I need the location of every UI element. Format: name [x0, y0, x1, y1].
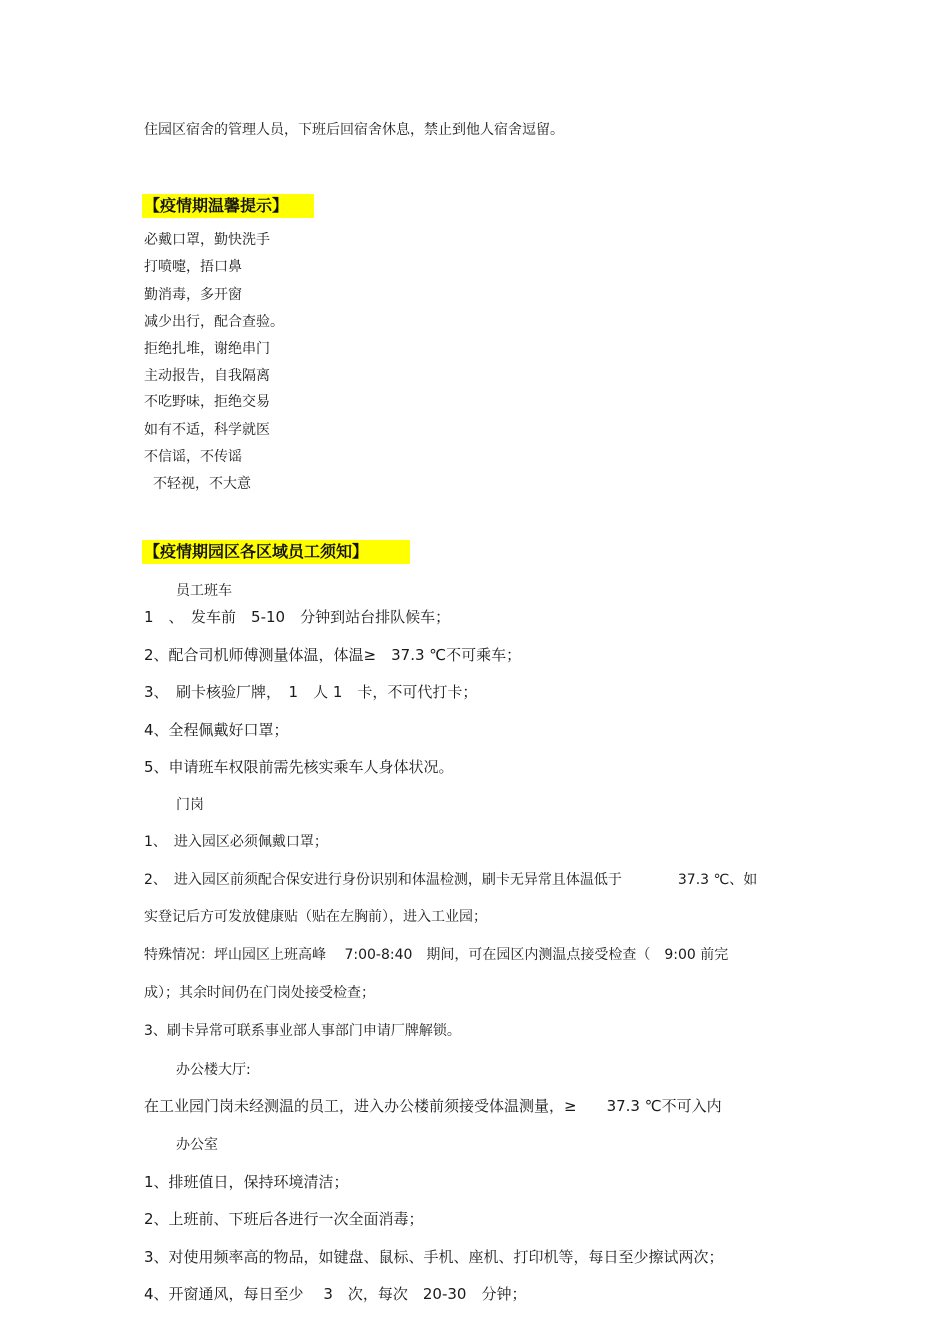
tips-item: 减少出行，配合查验。: [144, 314, 284, 330]
shuttle-item: 4、全程佩戴好口罩；: [144, 721, 289, 739]
shuttle-item: 3、 刷卡核验厂牌， 1 人 1 卡，不可代打卡；: [144, 683, 478, 701]
lobby-title: 办公楼大厅:: [176, 1062, 251, 1078]
gate-item: 1、 进入园区必须佩戴口罩；: [144, 834, 328, 850]
gate-item: 3、刷卡异常可联系事业部人事部门申请厂牌解锁。: [144, 1023, 461, 1039]
tips-item: 不轻视，不大意: [153, 476, 251, 492]
tips-item: 勤消毒，多开窗: [144, 287, 242, 303]
tips-item: 主动报告，自我隔离: [144, 368, 270, 384]
shuttle-item: 2、配合司机师傅测量体温，体温≥ 37.3 ℃不可乘车；: [144, 646, 522, 664]
tips-item: 不吃野味，拒绝交易: [144, 394, 270, 410]
shuttle-item: 1 、 发车前 5-10 分钟到站台排队候车；: [144, 608, 451, 626]
gate-item: 2、 进入园区前须配合保安进行身份识别和体温检测，刷卡无异常且体温低于 37.3 ℃、如: [144, 872, 758, 888]
shuttle-title: 员工班车: [176, 583, 232, 599]
gate-title: 门岗: [176, 797, 204, 813]
office-item: 3、对使用频率高的物品，如键盘、鼠标、手机、座机、打印机等，每日至少擦试两次；: [144, 1248, 724, 1266]
lobby-text: 在工业园门岗未经测温的员工，进入办公楼前须接受体温测量，≥ 37.3 ℃不可入内: [144, 1097, 722, 1115]
gate-item: 特殊情况：坪山园区上班高峰 7:00-8:40 期间，可在园区内测温点接受检查（ 9:00 前完: [144, 947, 729, 963]
notice-heading: 【疫情期园区各区域员工须知】: [142, 540, 410, 564]
intro-text: 住园区宿舍的管理人员，下班后回宿舍休息，禁止到他人宿舍逗留。: [144, 122, 564, 138]
office-item: 2、上班前、下班后各进行一次全面消毒；: [144, 1210, 424, 1228]
tips-item: 拒绝扎堆，谢绝串门: [144, 341, 270, 357]
office-item: 4、开窗通风，每日至少 3 次，每次 20-30 分钟；: [144, 1285, 527, 1303]
tips-item: 打喷嚏，捂口鼻: [144, 259, 242, 275]
gate-item: 成）；其余时间仍在门岗处接受检查；: [144, 985, 375, 1001]
gate-item: 实登记后方可发放健康贴（贴在左胸前），进入工业园；: [144, 909, 487, 925]
office-title: 办公室: [176, 1137, 218, 1153]
tips-heading: 【疫情期温馨提示】: [142, 194, 314, 218]
tips-item: 如有不适，科学就医: [144, 422, 270, 438]
tips-item: 不信谣，不传谣: [144, 449, 242, 465]
tips-item: 必戴口罩，勤快洗手: [144, 232, 270, 248]
shuttle-item: 5、申请班车权限前需先核实乘车人身体状况。: [144, 758, 454, 776]
office-item: 1、排班值日，保持环境清洁；: [144, 1173, 349, 1191]
